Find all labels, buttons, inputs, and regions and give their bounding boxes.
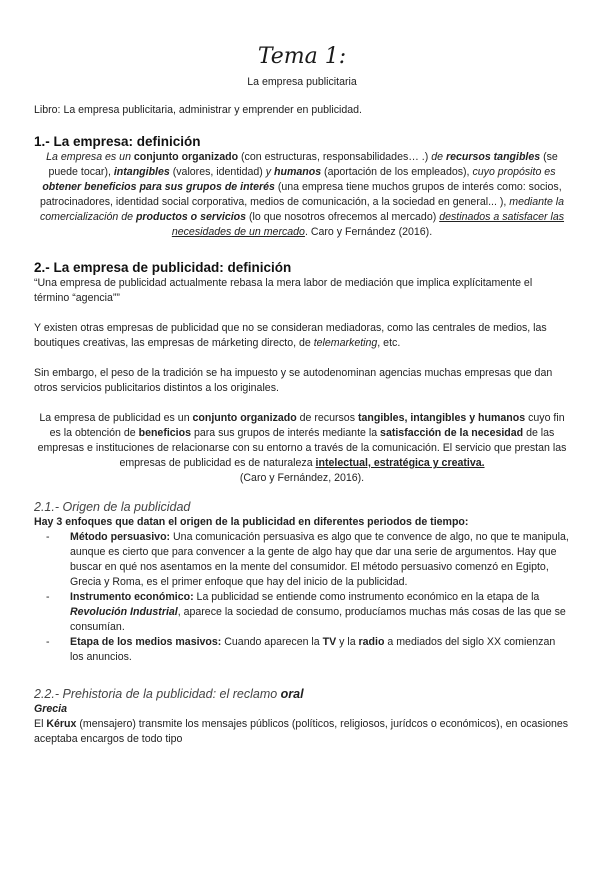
list-item: - Método persuasivo: Una comunicación persuasiva es algo que te convence de algo, no que te manipula, aunque es cierto que para convencer a la gente de algo hay que dar una serie de argumentos. Hay que buscar en qué nos asentamos en la mente del consumidor. El método persuasivo comenzó en Egipto, Grecia y Roma, es el primer enfoque que hay del inicio de la publicidad. xyxy=(46,531,569,588)
document-subtitle: La empresa publicitaria xyxy=(247,76,357,88)
section-2-paragraph-tradition: Sin embargo, el peso de la tradición se ha impuesto y se autodenominan agencias muchas empresas que dan otros servicios publicitarios distintos a los originales. xyxy=(34,367,553,394)
subsection-2-2-heading: 2.2.- Prehistoria de la publicidad: el reclamo oral xyxy=(34,687,304,701)
kerux-paragraph: El Kérux (mensajero) transmite los mensajes públicos (políticos, religiosos, jurídcos o económicos), en ocasiones aceptaba encargos de todo tipo xyxy=(34,718,569,745)
document-title: Tema 1: xyxy=(257,44,347,69)
section-1-definition: La empresa es un conjunto organizado (con estructuras, responsabilidades… .) de recursos tangibles (se puede tocar), intangibles (valores, identidad) y humanos (aportación de los empleados), cuyo propósito es obtener beneficios para sus grupos de interés (una empresa tiene muchos grupos de interés como: socios, patrocinadores, identidad social corporativa, medios de comunicación, a la sociedad en general... ), mediante la comercialización de productos o servicios (lo que nosotros ofrecemos al mercado) destinados a satisfacer las necesidades de un mercado. Caro y Fernández (2016). xyxy=(39,151,565,238)
section-2-paragraph-mediators: Y existen otras empresas de publicidad que no se consideran mediadoras, como las centrales de medios, las boutiques creativas, las empresas de márketing directo, de telemarketing, etc. xyxy=(34,322,547,349)
subsection-2-1-intro: Hay 3 enfoques que datan el origen de la publicidad en diferentes periodos de tiempo: xyxy=(34,516,469,528)
list-item: - Instrumento económico: La publicidad se entiende como instrumento económico en la etapa de la Revolución Industrial, aparece la sociedad de consumo, producíamos muchas más cosas de las que se consumían. xyxy=(46,591,566,633)
section-2-quote: “Una empresa de publicidad actualmente rebasa la mera labor de mediación que implica explícitamente el término “agencia”” xyxy=(34,277,533,304)
origin-approaches-list xyxy=(34,530,570,665)
section-2-definition: La empresa de publicidad es un conjunto organizado de recursos tangibles, intangibles y humanos cuyo fin es la obtención de beneficios para sus grupos de interés mediante la satisfacción de la necesidad de las empresas e instituciones de relacionarse con su entorno a través de la comunicación. El servicio que prestan las empresas de publicidad es de naturaleza intelectual, estratégica y creativa. (Caro y Fernández, 2016). xyxy=(37,412,567,484)
section-1-heading: 1.- La empresa: definición xyxy=(34,134,201,149)
document-page xyxy=(0,44,600,892)
subsection-2-1-heading: 2.1.- Origen de la publicidad xyxy=(34,500,191,514)
grecia-heading: Grecia xyxy=(34,703,67,715)
section-2-heading: 2.- La empresa de publicidad: definición xyxy=(34,260,292,275)
book-reference: Libro: La empresa publicitaria, administrar y emprender en publicidad. xyxy=(34,104,362,116)
list-item: - Etapa de los medios masivos: Cuando aparecen la TV y la radio a mediados del siglo XX comienzan los anuncios. xyxy=(46,636,556,663)
